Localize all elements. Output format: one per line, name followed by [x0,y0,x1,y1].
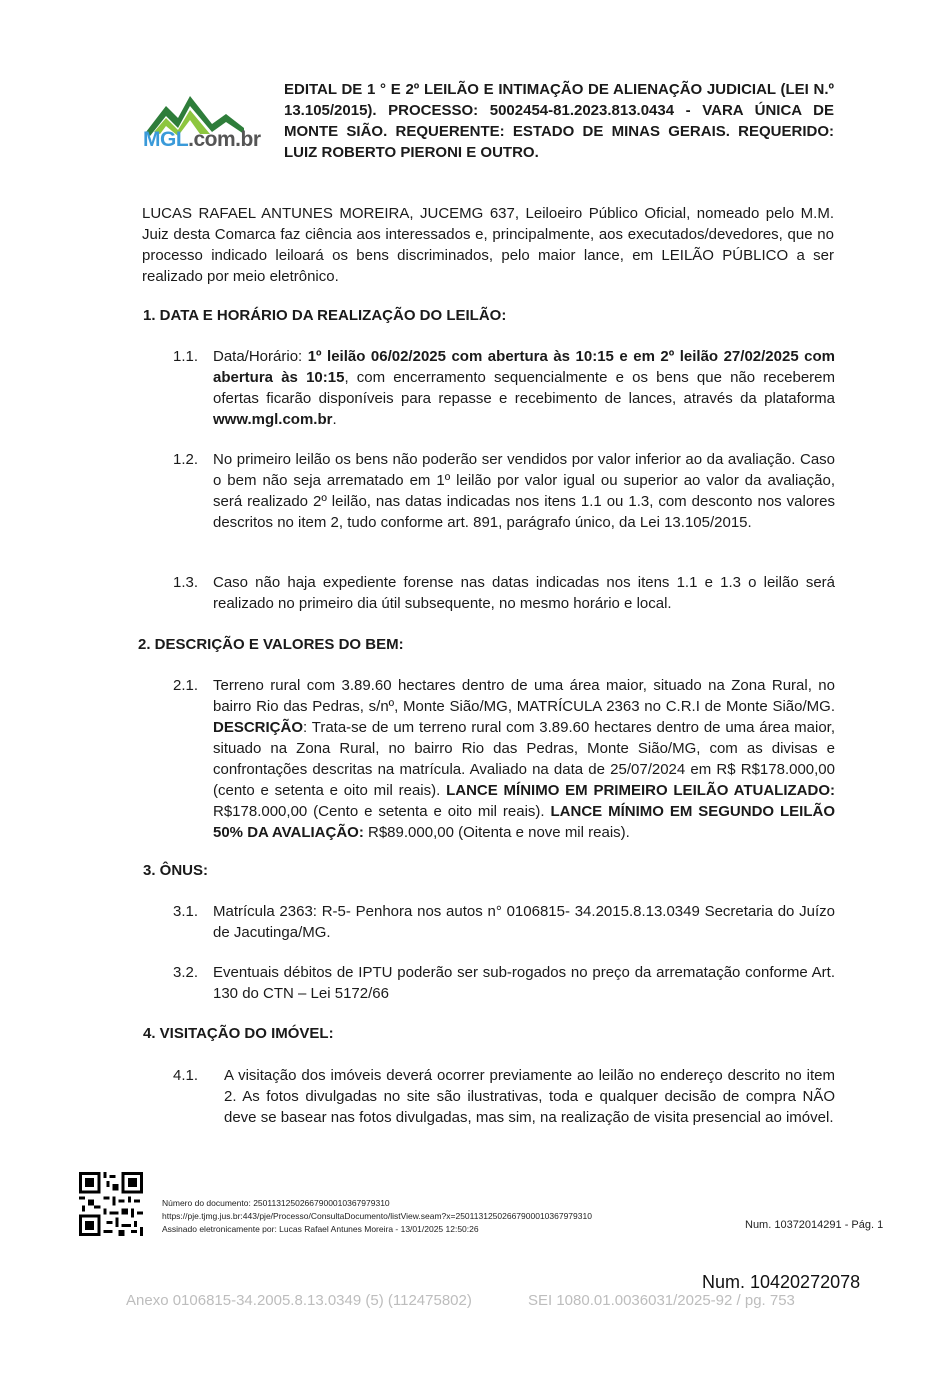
qr-code-icon [79,1172,143,1236]
section-4-heading: 4. VISITAÇÃO DO IMÓVEL: [143,1025,334,1042]
stamp-number: Num. 10420272078 [702,1272,861,1292]
signature-info [162,1197,592,1236]
item-text: A visitação dos imóveis deverá ocorrer previamente ao leilão no endereço descrito no item 2. As fotos divulgadas no site são ilustrativas, toda e qualquer decisão de compra NÃO deve se basear nas fotos divulgadas, mas sim, na realização de visita presencial ao imóvel. [224,1067,835,1126]
item-4-1 [173,1065,835,1149]
annex-reference: Anexo 0106815-34.2005.8.13.0349 (5) (112475802) [126,1292,472,1309]
item-text: No primeiro leilão os bens não poderão ser vendidos por valor inferior ao da avaliação. Caso o bem não seja arrematado em 1º leilão por valor igual ou superior ao valor da avaliação, será realizado 2º leilão, nas datas indicadas nos itens 1.1 ou 1.3, com desconto nos valores descritos no item 2, tudo conforme art. 891, parágrafo único, da Lei 13.105/2015. [213,451,835,531]
item-number: 2.1. [173,677,199,694]
document-number: Número do documento: 25011312502667900010367979310 [162,1198,390,1208]
item-2-1 [173,675,835,843]
document-url[interactable]: https://pje.tjmg.jus.br:443/pje/Processo/ConsultaDocumento/listView.seam?x=25011312502667900010367979310 [162,1211,592,1221]
item-number: 4.1. [173,1067,199,1084]
page-number: Num. 10372014291 - Pág. 1 [745,1219,884,1231]
section-2-heading: 2. DESCRIÇÃO E VALORES DO BEM: [138,636,404,653]
sei-reference: SEI 1080.01.0036031/2025-92 / pg. 753 [528,1292,795,1309]
section-3-heading: 3. ÔNUS: [143,862,209,879]
item-3-2 [173,962,835,1004]
item-number: 3.2. [173,964,199,981]
item-text: Caso não haja expediente forense nas datas indicadas nos itens 1.1 e 1.3 o leilão será realizado no primeiro dia útil subsequente, no mesmo horário e local. [213,574,835,612]
item-3-1 [173,901,835,943]
signed-by: Assinado eletronicamente por: Lucas Rafael Antunes Moreira - 13/01/2025 12:50:26 [162,1224,479,1234]
section-1-heading: 1. DATA E HORÁRIO DA REALIZAÇÃO DO LEILÃO: [143,307,507,324]
item-number: 3.1. [173,903,199,920]
intro-paragraph: LUCAS RAFAEL ANTUNES MOREIRA, JUCEMG 637, Leiloeiro Público Oficial, nomeado pelo M.M. Juiz desta Comarca faz ciência aos interessados e, principalmente, aos executados/devedores, que no processo indicado leiloará os bens discriminados, pelo maior lance, em LEILÃO PÚBLICO a ser realizado por meio eletrônico. [142,205,834,285]
item-text: Eventuais débitos de IPTU poderão ser sub-rogados no preço da arrematação conforme Art. 130 do CTN – Lei 5172/66 [213,964,835,1002]
item-1-3 [173,572,835,614]
item-number: 1.3. [173,574,199,591]
item-number: 1.2. [173,451,199,468]
item-1-1 [173,346,835,430]
logo-wordmark: MGL.com.br [143,128,261,151]
item-text: Matrícula 2363: R-5- Penhora nos autos n° 0106815- 34.2015.8.13.0349 Secretaria do Juízo de Jacutinga/MG. [213,903,835,941]
item-1-2 [173,449,835,554]
item-text: Data/Horário: 1º leilão 06/02/2025 com abertura às 10:15 e em 2º leilão 27/02/2025 com abertura às 10:15, com encerramento sequencialmente e os bens que não receberem ofertas ficarão disponíveis para repasse e recebimento de lances, através da plataforma www.mgl.com.br. [213,348,836,428]
edital-title: EDITAL DE 1 ° E 2º LEILÃO E INTIMAÇÃO DE ALIENAÇÃO JUDICIAL (LEI N.º 13.105/2015). PROCESSO: 5002454-81.2023.813.0434 - VARA ÚNICA DE MONTE SIÃO. REQUERENTE: ESTADO DE MINAS GERAIS. REQUERIDO: LUIZ ROBERTO PIERONI E OUTRO. [284,81,834,161]
item-text: Terreno rural com 3.89.60 hectares dentro de uma área maior, situado na Zona Rural, no bairro Rio das Pedras, s/nº, Monte Sião/MG, MATRÍCULA 2363 no C.R.I de Monte Sião/MG. DESCRIÇÃO: Trata-se de um terreno rural com 3.89.60 hectares dentro de uma área maior, situado na Zona Rural, no bairro Rio das Pedras, Monte Sião/MG, com as divisas e confrontações descritas na matrícula. Avaliado na data de 25/07/2024 em R$ R$178.000,00 (cento e setenta e oito mil reais). LANCE MÍNIMO EM PRIMEIRO LEILÃO ATUALIZADO: R$178.000,00 (Cento e setenta e oito mil reais). LANCE MÍNIMO EM SEGUNDO LEILÃO 50% DA AVALIAÇÃO: R$89.000,00 (Oitenta e nove mil reais). [213,677,835,841]
item-number: 1.1. [173,348,199,365]
